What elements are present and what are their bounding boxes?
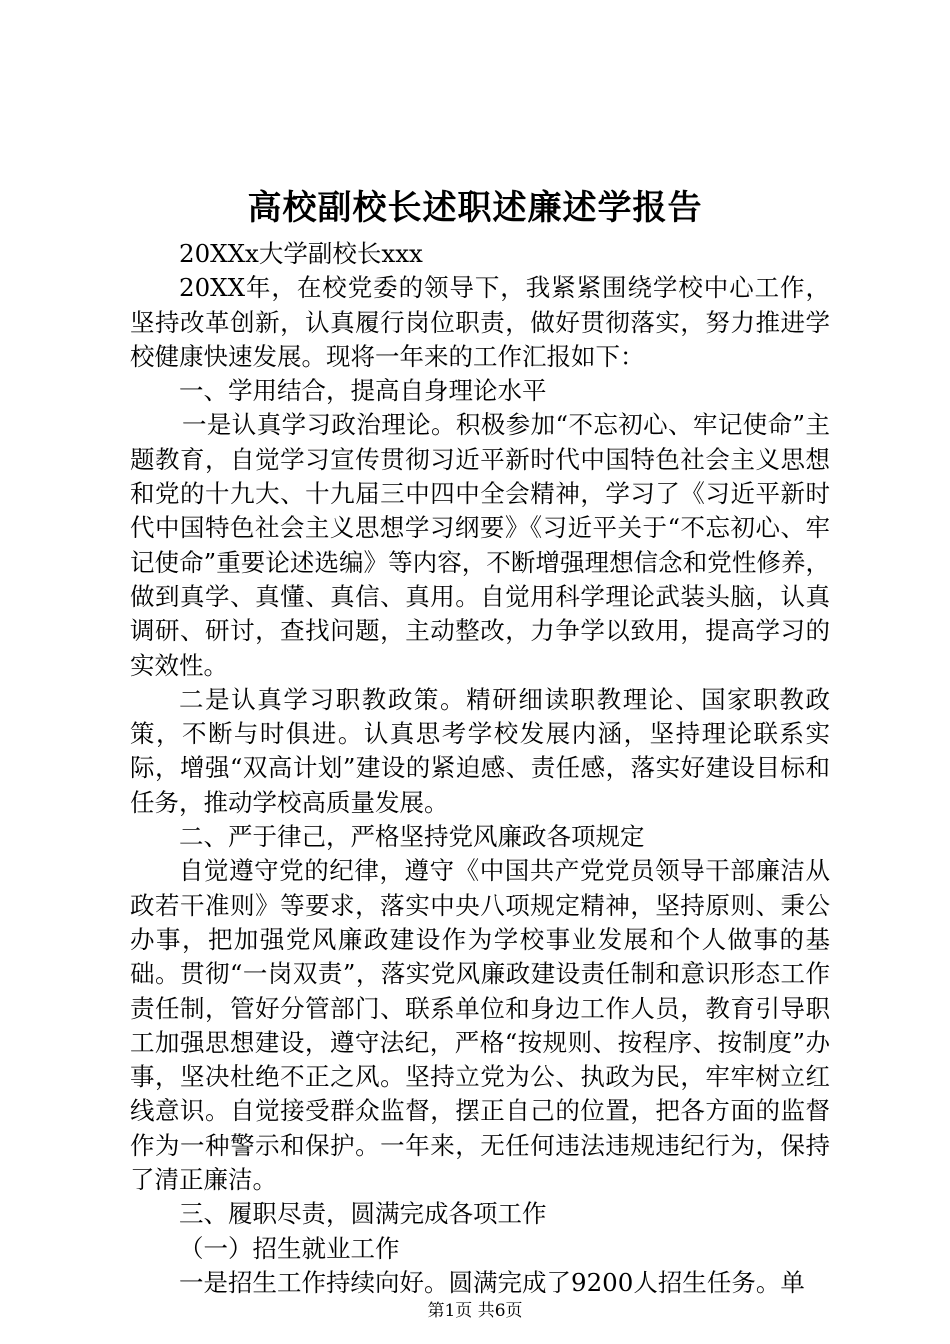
document-title: 高校副校长述职述廉述学报告	[247, 188, 703, 228]
intro-paragraph: 20XX年，在校党委的领导下，我紧紧围绕学校中心工作，坚持改革创新，认真履行岗位职责，做好贯彻落实，努力推进学校健康快速发展。现将一年来的工作汇报如下：	[130, 273, 830, 371]
document-body	[130, 237, 830, 1300]
paragraph-study-politics: 一是认真学习政治理论。积极参加“不忘初心、牢记使命”主题教育，自觉学习宣传贯彻习近平新时代中国特色社会主义思想和党的十九大、十九届三中四中全会精神，学习了《习近平新时代中国特色社会主义思想学习纲要》《习近平关于“不忘初心、牢记使命”重要论述选编》等内容，不断增强理想信念和党性修养，做到真学、真懂、真信、真用。自觉用科学理论武装头脑，认真调研、研讨，查找问题，主动整改，力争学以致用，提高学习的实效性。	[130, 410, 830, 680]
subsection-heading-1: （一）招生就业工作	[179, 1233, 400, 1263]
section-heading-1: 一、学用结合，提高自身理论水平	[179, 376, 547, 406]
section-heading-3: 三、履职尽责，圆满完成各项工作	[179, 1199, 547, 1229]
paragraph-enrollment: 一是招生工作持续向好。圆满完成了9200人招生任务。单	[179, 1267, 805, 1297]
page-footer: 第1页 共6页	[427, 1301, 523, 1321]
author-line: 20XXx大学副校长xxx	[179, 239, 423, 268]
paragraph-study-vocational-policy: 二是认真学习职教政策。精研细读职教理论、国家职教政策，不断与时俱进。认真思考学校发展内涵，坚持理论联系实际，增强“双高计划”建设的紧迫感、责任感，落实好建设目标和任务，推动学校高质量发展。	[130, 684, 830, 817]
paragraph-discipline: 自觉遵守党的纪律，遵守《中国共产党党员领导干部廉洁从政若干准则》等要求，落实中央八项规定精神，坚持原则、秉公办事，把加强党风廉政建设作为学校事业发展和个人做事的基础。贯彻“一岗双责”，落实党风廉政建设责任制和意识形态工作责任制，管好分管部门、联系单位和身边工作人员，教育引导职工加强思想建设，遵守法纪，严格“按规则、按程序、按制度”办事，坚决杜绝不正之风。坚持立党为公、执政为民，牢牢树立红线意识。自觉接受群众监督，摆正自己的位置，把各方面的监督作为一种警示和保护。一年来，无任何违法违规违纪行为，保持了清正廉洁。	[130, 856, 830, 1195]
section-heading-2: 二、严于律己，严格坚持党风廉政各项规定	[179, 822, 645, 852]
